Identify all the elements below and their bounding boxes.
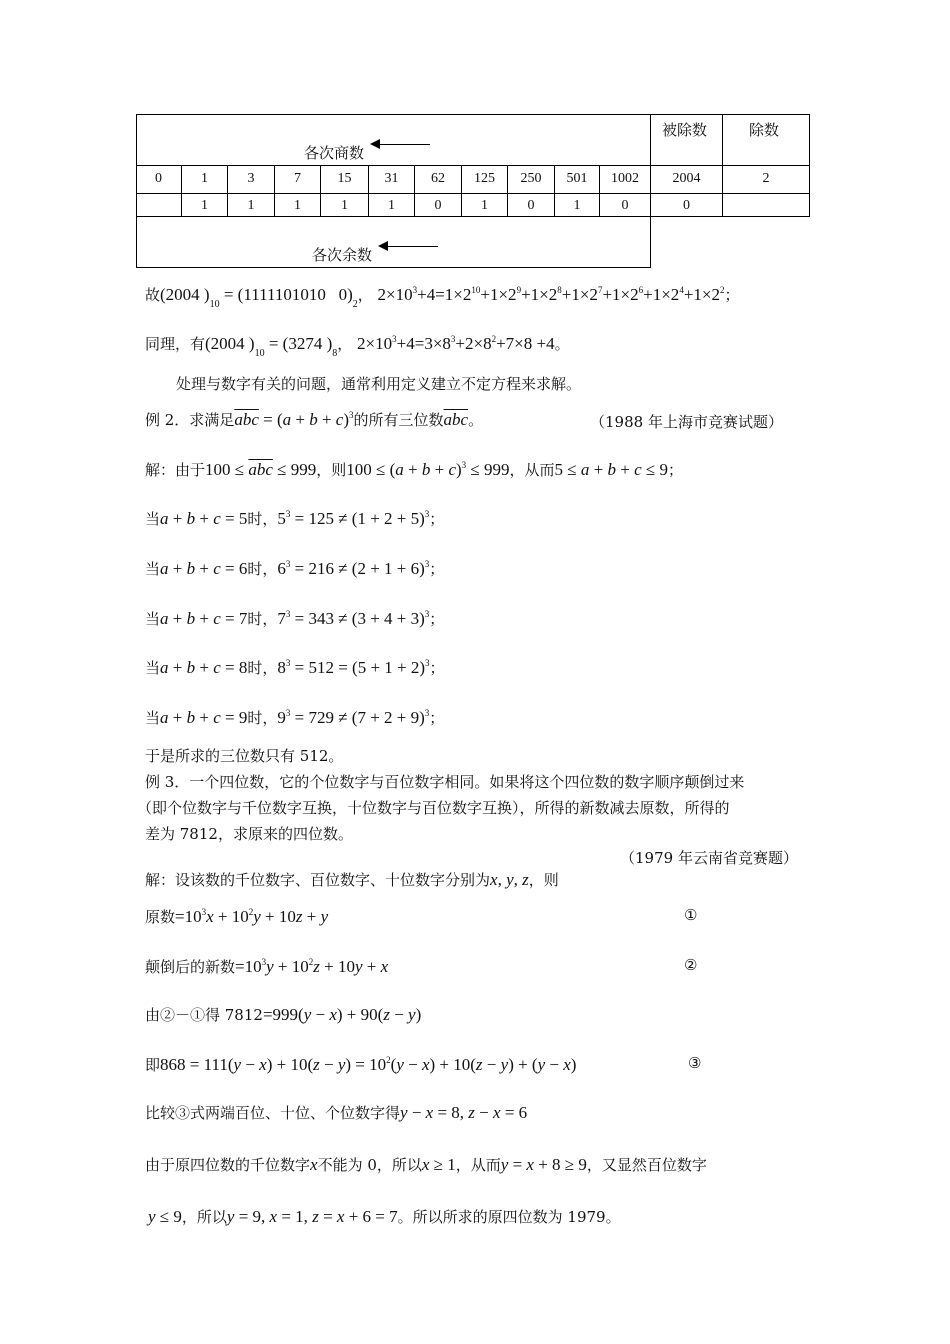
dividend-header: 被除数 [662,121,708,139]
quotient-cell: 31 [384,171,399,186]
circle-1: ① [684,906,698,924]
circle-2: ② [684,956,698,974]
remainder-cell: 1 [247,198,255,213]
divisor-header: 除数 [749,121,780,139]
quotient-cell: 7 [294,171,301,186]
example3-source: （1979 年云南省竞赛题） [620,849,798,867]
case-7: 当a + b + c = 7时，$7^3 = 343 \ne (3 + 4 + 3)^3$； [145,609,445,628]
case-6: 当a + b + c = 6时，$6^3 = 216 \ne (2 + 1 + 6)^3$； [145,559,445,578]
quotient-cell: 125 [474,171,495,186]
example2-source: （1988 年上海市竞赛试题） [590,413,783,431]
quotients-label: 各次商数 [304,144,365,162]
remainder-cell: 1 [481,198,488,213]
remainder-cell: 0 [434,198,442,213]
example2-conclusion: 于是所求的三位数只有 512。 [145,747,344,765]
derive-eq: 由②－①得 7812=999(y − x) + 90(z − y) [145,1005,422,1024]
remainder-cell: 1 [201,198,208,213]
since-line: 由于原四位数的千位数字x不能为 0，所以x ≥ 1，从而y = x + 8 ≥ 9，又显然百位数字 [145,1155,707,1174]
new-number-eq: 颠倒后的新数$=10^3y + 10^2z + 10y + x$ [145,957,389,976]
circle-3: ③ [688,1054,702,1072]
division-table [136,114,810,268]
remainder-cell: 1 [294,198,301,213]
remainders-label: 各次余数 [312,246,373,264]
quotient-cell: 0 [155,171,162,186]
case-5: 当a + b + c = 5时，$5^3 = 125 \ne (1 + 2 + 5)^3$； [145,509,445,528]
case-9: 当a + b + c = 9时，$9^3 = 729 \ne (7 + 2 + 9)^3$； [145,708,445,727]
example3-solution: 解：设该数的千位数字、百位数字、十位数字分别为x, y, z，则 [145,870,559,889]
example2-title: 例 2．求满足$\overline{abc} = (a + b + c)^3$的所有三位数$\overline{abc}$。 [145,410,484,429]
quotient-cell: 1 [201,171,208,186]
remainder-cell: 0 [621,198,629,213]
example3-line2: （即个位数字与千位数字互换，十位数字与百位数字互换），所得的新数减去原数，所得的 [137,799,730,817]
quotient-cell: 62 [431,171,445,186]
dividend-value: 2004 [672,171,701,186]
example3-line1: 例 3．一个四位数，它的个位数字与百位数字相同。如果将这个四位数的数字顺序颠倒过来 [145,773,745,791]
remainder-cell: 1 [341,198,348,213]
method-note: 处理与数字有关的问题，通常利用定义建立不定方程来求解。 [176,375,582,393]
divisor-value: 2 [762,171,770,186]
quotient-cell: 1002 [611,171,639,186]
original-number-eq: 原数$=10^3x + 10^2y + 10z + y$ [145,907,329,926]
case-8: 当a + b + c = 8时，$8^3 = 512 = (5 + 1 + 2)^3$； [145,658,445,677]
final-line: y ≤ 9，所以y = 9, x = 1, z = x + 6 = 7。所以所求的原四位数为 1979。 [148,1207,621,1226]
quotient-cell: 501 [566,171,588,186]
expanded-eq: 即$868 = 111(y - x) + 10(z - y) = 10^2(y - x) + 10(z - y) + (y - x)$ [145,1055,577,1074]
quotient-cell: 250 [520,171,542,186]
remainder-cell: 1 [388,198,395,213]
remainder-cell: 1 [573,198,581,213]
remainder-cell: 0 [683,198,690,213]
base2-line: 故(2004 )$_{10} = (1111101010$ $0)_2$， $2\times 10^3+4=1\times 2^{10}+1\times 2^9+1\times 2^8+1\times 2^7+1\times 2^6+1\times 2^4+1\times 2^2$； [145,285,740,310]
example2-solution: 解：由于$100 \le \overline{abc} \le 999$，则$100 \le (a + b + c)^3 \le 999$，从而5 ≤ a + b + c ≤ 9； [145,460,683,479]
compare-line: 比较③式两端百位、十位、个位数字得y − x = 8, z − x = 6 [145,1103,528,1122]
quotient-cell: 15 [337,171,352,186]
quotient-cell: 3 [247,171,255,186]
base8-line: 同理，有(2004 )$_{10} = (3274$ )$_8$， $2\times 10^3+4=3\times 8^3+2\times 8^2+7\times 8 +4$。 [145,334,570,359]
example3-line3: 差为 7812，求原来的四位数。 [145,825,353,843]
remainder-cell: 0 [527,198,535,213]
